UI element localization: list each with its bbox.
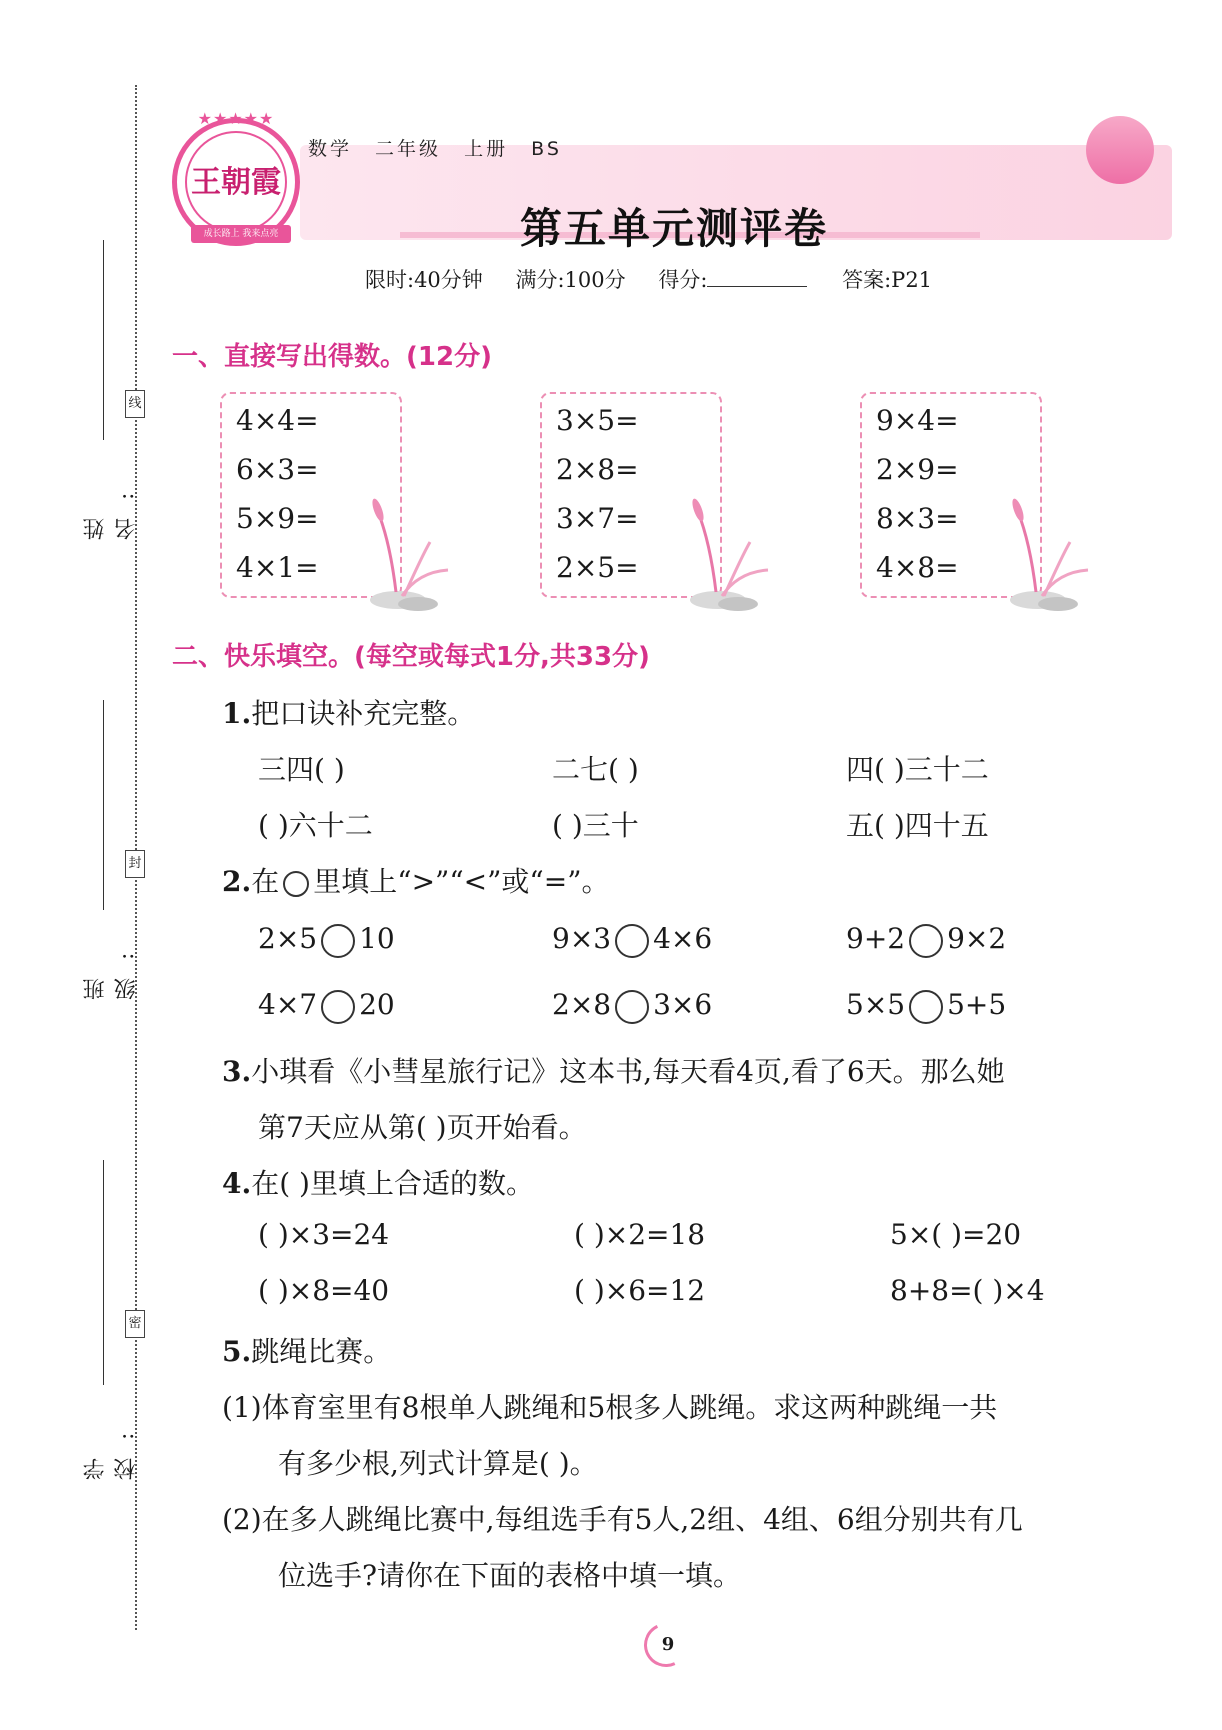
full-score: 满分:100分	[515, 268, 626, 292]
fill-item[interactable]: 5×( )=20	[890, 1218, 1022, 1251]
calc-box-3	[860, 392, 1042, 598]
compare-right: 20	[359, 988, 395, 1021]
fill-item[interactable]: ( )×8=40	[258, 1274, 390, 1307]
name-field[interactable]	[60, 240, 139, 540]
question-number: 1.	[222, 697, 252, 730]
question-1	[222, 692, 475, 732]
calc-item: 2×9=	[876, 453, 959, 486]
reed-decoration-icon	[368, 492, 458, 612]
class-line	[103, 700, 104, 910]
score-label: 得分:	[658, 268, 708, 292]
fill-item[interactable]: 四( )三十二	[846, 753, 989, 786]
fill-item[interactable]: ( )三十	[552, 809, 639, 842]
calc-item: 4×8=	[876, 551, 959, 584]
name-line	[103, 240, 104, 440]
compare-left: 5×5	[846, 988, 906, 1021]
class-label: 班级:	[83, 934, 139, 1000]
fill-item[interactable]: 三四( )	[258, 753, 345, 786]
question-3	[222, 1050, 1005, 1090]
question-5-part2: (2)在多人跳绳比赛中,每组选手有5人,2组、4组、6组分别共有几	[222, 1503, 1023, 1536]
calc-box-1	[220, 392, 402, 598]
school-line	[103, 1160, 104, 1385]
class-field[interactable]	[60, 700, 139, 1000]
question-text: 里填上“>”“<”或“=”。	[313, 865, 610, 898]
question-text: 跳绳比赛。	[251, 1335, 392, 1368]
question-5	[222, 1330, 391, 1370]
fill-item[interactable]: ( )六十二	[258, 809, 373, 842]
cut-label-seal: 封	[125, 850, 145, 878]
calc-item: 8×3=	[876, 502, 959, 535]
compare-circle[interactable]	[615, 990, 649, 1024]
compare-left: 4×7	[258, 988, 318, 1021]
calc-item: 4×1=	[236, 551, 319, 584]
calc-item: 2×8=	[556, 453, 639, 486]
compare-item	[846, 988, 1006, 1024]
school-field[interactable]	[60, 1160, 139, 1480]
compare-right: 3×6	[653, 988, 713, 1021]
page-number-arc-icon	[638, 1617, 694, 1673]
calc-item: 3×5=	[556, 404, 639, 437]
calc-item: 5×9=	[236, 502, 319, 535]
compare-right: 4×6	[653, 922, 713, 955]
question-number: 2.	[222, 865, 252, 898]
fill-item[interactable]: 8+8=( )×4	[890, 1274, 1045, 1307]
compare-left: 9+2	[846, 922, 906, 955]
calc-box-2	[540, 392, 722, 598]
question-5-part1-answer[interactable]: 有多少根,列式计算是( )。	[278, 1447, 598, 1480]
compare-item	[258, 922, 395, 958]
compare-item	[552, 922, 712, 958]
answer-ref: 答案:P21	[842, 268, 933, 292]
subject-label: 数学 二年级 上册 BS	[308, 138, 562, 160]
question-text: 小琪看《小彗星旅行记》这本书,每天看4页,看了6天。那么她	[251, 1055, 1005, 1088]
compare-left: 9×3	[552, 922, 612, 955]
question-4	[222, 1162, 534, 1202]
logo-text: 王朝霞	[191, 165, 281, 200]
cut-label-line: 线	[125, 390, 145, 418]
compare-circle[interactable]	[321, 924, 355, 958]
reed-decoration-icon	[1008, 492, 1098, 612]
calc-item: 6×3=	[236, 453, 319, 486]
cut-label-secret: 密	[125, 1310, 145, 1338]
logo-ribbon: 成长路上 我来点亮	[191, 225, 291, 243]
reed-decoration-icon	[688, 492, 778, 612]
circle-icon	[283, 871, 309, 897]
page-title: 第五单元测评卷	[520, 204, 829, 253]
question-number: 5.	[222, 1335, 252, 1368]
page-number-text: 9	[661, 1634, 675, 1655]
name-label: 姓名:	[83, 474, 139, 540]
question-5-part2-line2: 位选手?请你在下面的表格中填一填。	[278, 1559, 742, 1592]
stars-icon: ★★★★★	[197, 109, 275, 128]
compare-circle[interactable]	[909, 924, 943, 958]
sun-icon	[1086, 116, 1154, 184]
compare-item	[552, 988, 712, 1024]
fill-item[interactable]: ( )×3=24	[258, 1218, 390, 1251]
calc-item: 2×5=	[556, 551, 639, 584]
question-text: 把口诀补充完整。	[251, 697, 476, 730]
section2-heading: 二、快乐填空。(每空或每式1分,共33分)	[172, 642, 650, 672]
question-2	[222, 860, 610, 900]
question-text: 在( )里填上合适的数。	[251, 1167, 534, 1200]
question-3-line2[interactable]: 第7天应从第( )页开始看。	[258, 1111, 587, 1144]
question-5-part1: (1)体育室里有8根单人跳绳和5根多人跳绳。求这两种跳绳一共	[222, 1391, 998, 1424]
time-limit: 限时:40分钟	[365, 268, 483, 292]
fill-item[interactable]: 五( )四十五	[846, 809, 989, 842]
calc-item: 3×7=	[556, 502, 639, 535]
fill-item[interactable]: ( )×6=12	[574, 1274, 706, 1307]
compare-right: 9×2	[947, 922, 1007, 955]
question-number: 4.	[222, 1167, 252, 1200]
compare-item	[258, 988, 395, 1024]
compare-item	[846, 922, 1006, 958]
question-text: 在	[251, 865, 280, 898]
compare-left: 2×8	[552, 988, 612, 1021]
section1-heading: 一、直接写出得数。(12分)	[172, 342, 492, 372]
score-blank[interactable]	[707, 286, 807, 287]
page-number	[648, 1625, 688, 1665]
logo	[172, 109, 300, 246]
question-number: 3.	[222, 1055, 252, 1088]
fill-item[interactable]: ( )×2=18	[574, 1218, 706, 1251]
compare-circle[interactable]	[615, 924, 649, 958]
exam-info	[365, 264, 958, 294]
compare-circle[interactable]	[321, 990, 355, 1024]
compare-right: 5+5	[947, 988, 1007, 1021]
school-label: 学校:	[83, 1414, 139, 1480]
calc-item: 4×4=	[236, 404, 319, 437]
compare-right: 10	[359, 922, 395, 955]
compare-circle[interactable]	[909, 990, 943, 1024]
calc-item: 9×4=	[876, 404, 959, 437]
fill-item[interactable]: 二七( )	[552, 753, 639, 786]
compare-left: 2×5	[258, 922, 318, 955]
